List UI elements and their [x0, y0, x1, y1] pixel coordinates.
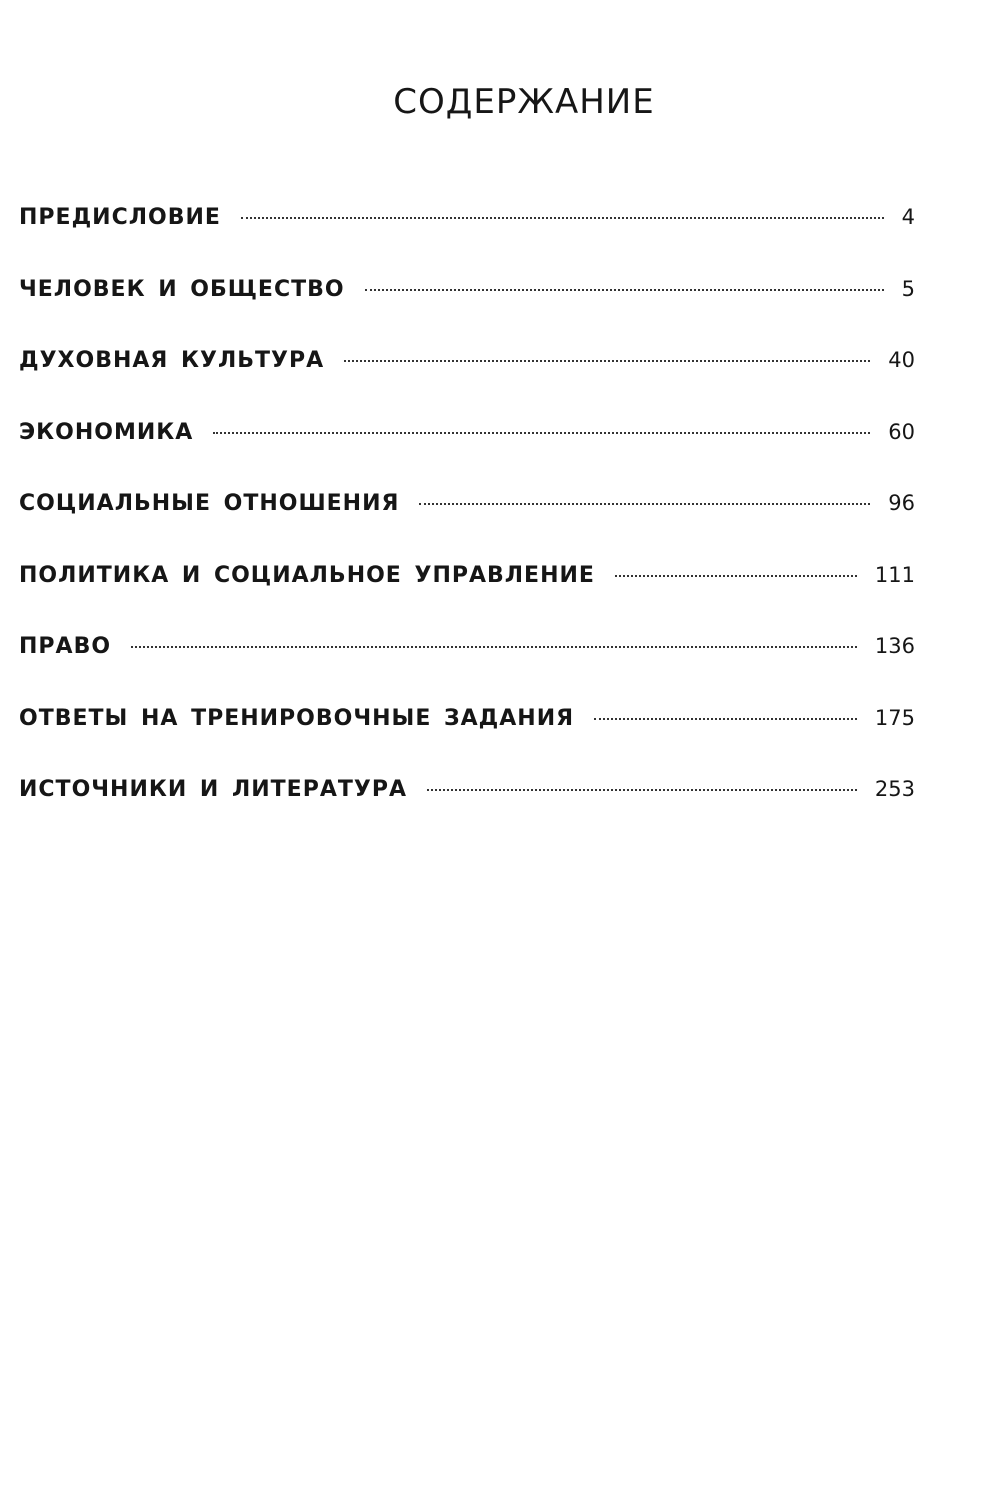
toc-dot-leader	[365, 289, 884, 291]
toc-entry[interactable]	[19, 481, 915, 553]
toc-dot-leader	[419, 503, 870, 505]
toc-dot-leader	[427, 789, 857, 791]
toc-dot-leader	[241, 217, 884, 219]
toc-entry-label: ЧЕЛОВЕК И ОБЩЕСТВО	[19, 276, 345, 302]
toc-entry-label: ЭКОНОМИКА	[19, 419, 194, 445]
toc-entry-page: 96	[888, 491, 915, 515]
toc-dot-leader	[213, 432, 870, 434]
toc-entry-label: ПРАВО	[19, 634, 112, 659]
toc-entry-label: СОЦИАЛЬНЫЕ ОТНОШЕНИЯ	[19, 491, 400, 516]
toc-entry-page: 136	[874, 634, 915, 658]
toc-dot-leader	[131, 646, 857, 648]
toc-entry[interactable]	[19, 553, 915, 625]
toc-entry-page: 5	[901, 276, 915, 301]
toc-entry-page: 4	[901, 205, 915, 229]
table-of-contents	[19, 195, 915, 839]
toc-entry-page: 111	[874, 562, 915, 587]
toc-entry-label: ПОЛИТИКА И СОЦИАЛЬНОЕ УПРАВЛЕНИЕ	[19, 562, 595, 588]
toc-entry-label: ОТВЕТЫ НА ТРЕНИРОВОЧНЫЕ ЗАДАНИЯ	[19, 705, 575, 731]
toc-entry[interactable]	[19, 195, 915, 267]
toc-entry-label: ПРЕДИСЛОВИЕ	[19, 205, 221, 230]
toc-dot-leader	[344, 360, 870, 362]
toc-entry[interactable]	[19, 696, 915, 768]
toc-entry[interactable]	[19, 410, 915, 482]
toc-entry[interactable]	[19, 624, 915, 696]
toc-entry-page: 60	[888, 419, 915, 444]
toc-entry[interactable]	[19, 338, 915, 410]
toc-entry-label: ДУХОВНАЯ КУЛЬТУРА	[19, 348, 325, 373]
toc-entry[interactable]	[19, 267, 915, 339]
toc-dot-leader	[594, 718, 857, 720]
toc-entry-page: 40	[888, 348, 915, 372]
page-title: СОДЕРЖАНИЕ	[393, 82, 655, 122]
toc-entry-page: 253	[874, 777, 915, 801]
toc-entry-label: ИСТОЧНИКИ И ЛИТЕРАТУРА	[19, 777, 407, 802]
toc-entry-page: 175	[874, 705, 915, 730]
toc-entry[interactable]	[19, 767, 915, 839]
toc-dot-leader	[615, 575, 857, 577]
